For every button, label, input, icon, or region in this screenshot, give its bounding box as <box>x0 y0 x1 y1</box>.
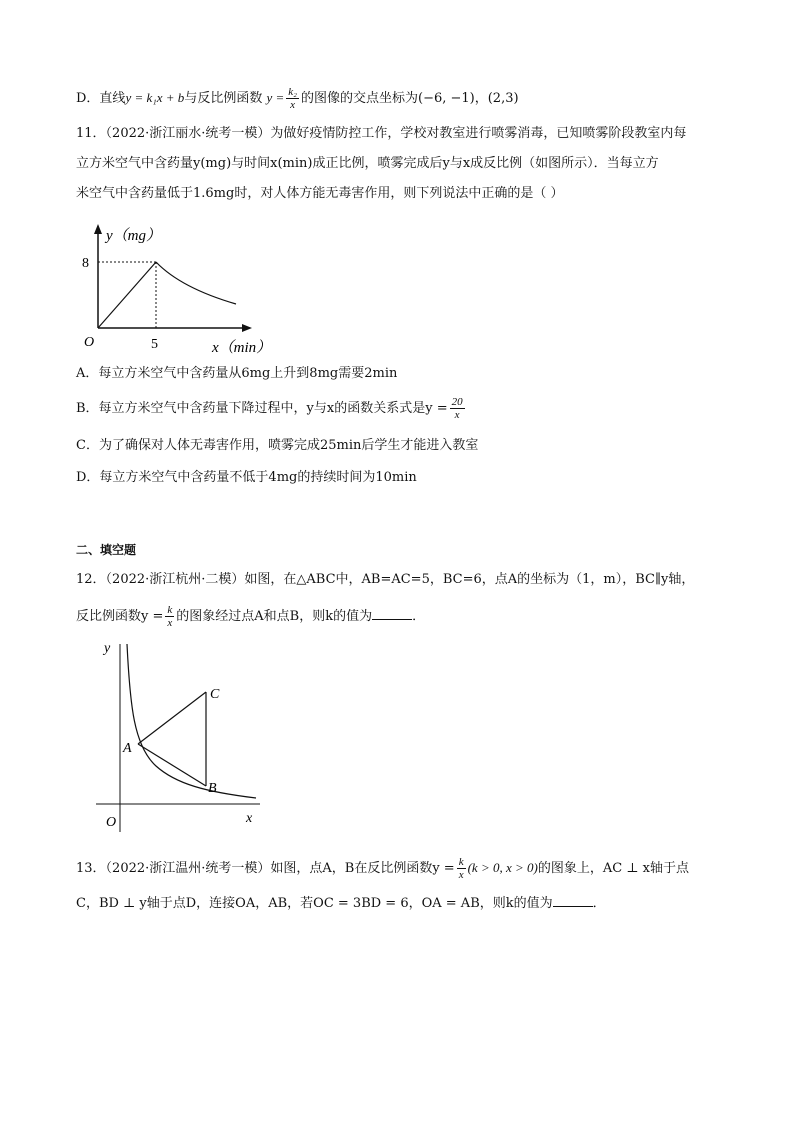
q13-stem-line2 <box>76 894 606 914</box>
q11-x-label: x（min） <box>212 340 272 356</box>
q13-stem-line1 <box>76 856 689 881</box>
q13-line2-end: ． <box>592 896 606 911</box>
q12-line2-suffix: 的图象经过点A和点B，则k的值为 <box>176 609 373 624</box>
q10-optd-fraction <box>286 86 299 111</box>
q12-hyperbola <box>127 644 256 798</box>
q11-option-b <box>76 396 467 421</box>
q11-origin-label: O <box>84 335 95 350</box>
q12-fraction <box>165 604 174 629</box>
q11-optb-den: x <box>454 409 460 421</box>
q12-graph <box>96 636 296 846</box>
q12-stem-line2 <box>76 604 425 629</box>
q11-graph <box>76 220 296 360</box>
q12-stem-line1: 12．（2022·浙江杭州·二模）如图，在△ABC中，AB=AC=5，BC=6，点A的坐标为（1，m），BC∥y轴， <box>76 572 695 587</box>
q11-optb-fraction <box>450 396 465 421</box>
q13-answer-blank[interactable] <box>553 894 593 907</box>
q11-peak-y-label: 8 <box>82 256 89 271</box>
q12-num: k <box>167 604 173 616</box>
q12-den: x <box>167 617 173 629</box>
q10-optd-points: (−6, −1)，(2,3) <box>418 91 519 106</box>
q11-stem-line2: 立方米空气中含药量y(mg)与时间x(min)成正比例，喷雾完成后y与x成反比例（如图所示）．当每立方 <box>76 156 659 171</box>
q13-line1-prefix: 13．（2022·浙江温州·统考一模）如图，点A，B在反比例函数y = <box>76 861 455 876</box>
q10-optd-mid: 与反比例函数 <box>184 91 263 106</box>
q10-optd-eq1: y = k₁x + b <box>125 90 185 105</box>
q10-optd-den: x <box>290 99 296 111</box>
q10-optd-y: y = <box>266 90 285 105</box>
q11-peak-x-label: 5 <box>151 337 158 352</box>
q12-origin-label: O <box>106 815 117 830</box>
q10-optd-num: k₂ <box>288 86 297 98</box>
q11-optb-num: 20 <box>451 396 463 408</box>
q11-decay-curve <box>156 262 236 304</box>
q10-option-d <box>76 86 519 111</box>
q12-y-label: y <box>104 641 111 656</box>
q11-option-d: D．每立方米空气中含药量不低于4mg的持续时间为10min <box>76 470 417 485</box>
q11-increase-line <box>98 262 156 328</box>
q12-segment-ac <box>138 692 206 744</box>
q11-stem-line1: 11．（2022·浙江丽水·统考一模）为做好疫情防控工作，学校对教室进行喷雾消毒，已知喷雾阶段教室内每 <box>76 126 687 141</box>
q12-point-a-label: A <box>123 741 132 756</box>
q13-line2-prefix: C，BD ⊥ y轴于点D，连接OA，AB，若OC = 3BD = 6，OA = AB，则k的值为 <box>76 896 553 911</box>
q13-line1-suffix: 的图象上，AC ⊥ x轴于点 <box>537 861 690 876</box>
q11-stem-line3: 米空气中含药量低于1.6mg时，对人体方能无毒害作用，则下列说法中正确的是（ ） <box>76 186 564 201</box>
q12-answer-blank[interactable] <box>372 607 412 620</box>
q10-optd-prefix: D．直线 <box>76 91 126 106</box>
q13-condition: (k > 0, x > 0) <box>467 860 538 875</box>
q13-den: x <box>458 869 464 881</box>
q12-segment-ab <box>138 744 206 786</box>
q11-y-label: y（mg） <box>106 228 161 244</box>
q12-line2-end: ． <box>412 609 426 624</box>
q13-fraction <box>457 856 466 881</box>
q11-optb-prefix: B．每立方米空气中含药量下降过程中，y与x的函数关系式是y = <box>76 401 448 416</box>
q12-point-b-label: B <box>208 781 217 796</box>
q11-x-arrow <box>242 324 252 332</box>
q11-y-arrow <box>94 224 102 234</box>
q12-x-label: x <box>246 811 253 826</box>
q11-option-c: C．为了确保对人体无毒害作用，喷雾完成25min后学生才能进入教室 <box>76 438 479 453</box>
q11-option-a: A．每立方米空气中含药量从6mg上升到8mg需要2min <box>76 366 398 381</box>
q12-point-c-label: C <box>210 687 220 702</box>
q12-line2-prefix: 反比例函数y = <box>76 609 164 624</box>
q13-num: k <box>458 856 464 868</box>
section-title: 二、填空题 <box>76 543 137 557</box>
q10-optd-suffix: 的图像的交点坐标为 <box>300 91 418 106</box>
